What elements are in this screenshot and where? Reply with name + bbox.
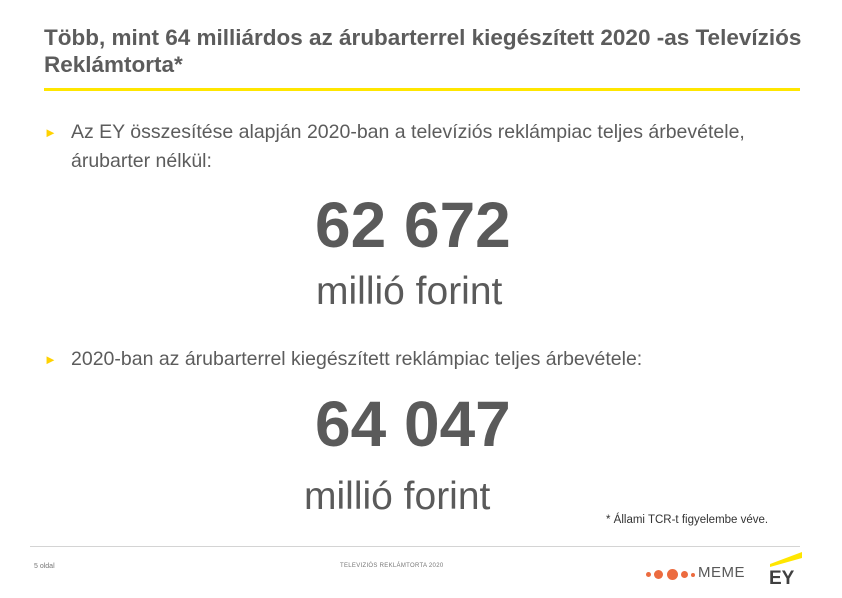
triangle-right-icon: ► [44, 125, 57, 140]
big-value-2: 64 047 [315, 388, 511, 460]
meme-wordmark: MEME [698, 564, 745, 581]
meme-dot-icon [646, 572, 651, 577]
footer-divider [30, 546, 800, 547]
unit-label-2: millió forint [304, 475, 491, 518]
ey-logo-beam [770, 552, 802, 567]
triangle-right-icon: ► [44, 352, 57, 367]
meme-dot-icon [667, 569, 678, 580]
ey-logo-text: EY [769, 568, 795, 586]
meme-dot-icon [691, 573, 695, 577]
footer-title: TELEVIZIÓS REKLÁMTORTA 2020 [340, 563, 444, 569]
meme-dot-icon [654, 570, 663, 579]
page-number: 5 oldal [34, 563, 55, 570]
footnote: * Állami TCR-t figyelembe véve. [606, 514, 769, 526]
bullet-item-2 [44, 345, 804, 374]
slide-title: Több, mint 64 milliárdos az árubarterrel kiegészített 2020 -as Televíziós Reklámtorta* [44, 25, 802, 77]
ey-logo [766, 544, 806, 586]
meme-logo [646, 561, 756, 585]
title-divider [44, 88, 800, 91]
bullet-text-1: Az EY összesítése alapján 2020-ban a televíziós reklámpiac teljes árbevétele, árubarter nélkül: [71, 121, 745, 172]
big-value-1: 62 672 [315, 189, 511, 261]
bullet-text-2: 2020-ban az árubarterrel kiegészített reklámpiac teljes árbevétele: [71, 348, 643, 370]
meme-dot-icon [681, 571, 688, 578]
unit-label-1: millió forint [316, 270, 503, 313]
bullet-item-1 [44, 118, 804, 176]
